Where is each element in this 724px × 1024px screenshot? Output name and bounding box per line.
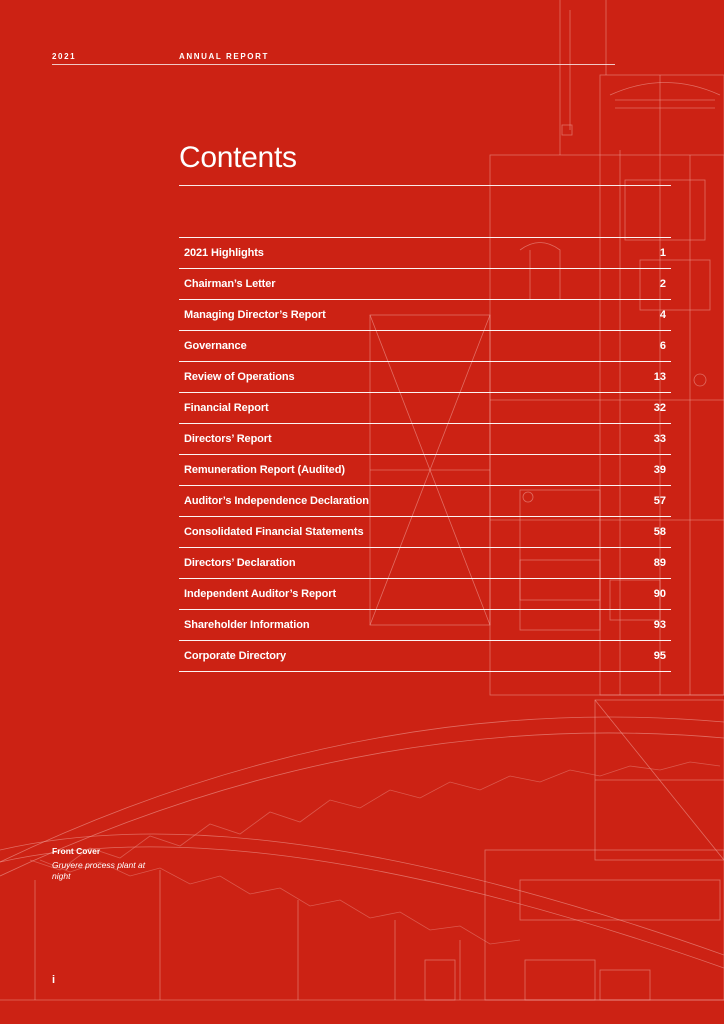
front-cover-title: Front Cover [52, 846, 101, 856]
toc-item-page: 93 [653, 619, 666, 631]
toc-item-label: Review of Operations [184, 371, 295, 383]
toc-item-financial-report[interactable] [179, 393, 671, 424]
toc-item-page: 58 [653, 526, 666, 538]
header-divider [52, 64, 615, 65]
toc-item-highlights[interactable] [179, 238, 671, 269]
toc-item-page: 95 [653, 650, 666, 662]
toc-item-page: 1 [659, 247, 666, 259]
toc-item-label: Chairman’s Letter [184, 278, 276, 290]
toc-item-remuneration-report[interactable] [179, 455, 671, 486]
toc-item-page: 89 [653, 557, 666, 569]
toc-item-page: 32 [653, 402, 666, 414]
front-cover-caption: Gruyere process plant at night [52, 860, 146, 881]
contents-title: Contents [179, 141, 297, 174]
toc-item-corporate-directory[interactable] [179, 641, 671, 672]
toc-item-chairmans-letter[interactable] [179, 269, 671, 300]
toc-item-page: 90 [653, 588, 666, 600]
toc-item-label: 2021 Highlights [184, 247, 264, 259]
toc-item-page: 2 [659, 278, 666, 290]
toc-item-label: Directors’ Declaration [184, 557, 296, 569]
header-title: ANNUAL REPORT [179, 52, 269, 61]
header-year: 2021 [52, 52, 77, 61]
toc-item-directors-declaration[interactable] [179, 548, 671, 579]
table-of-contents [179, 237, 671, 672]
toc-item-label: Remuneration Report (Audited) [184, 464, 345, 476]
toc-item-label: Financial Report [184, 402, 269, 414]
toc-item-governance[interactable] [179, 331, 671, 362]
toc-item-directors-report[interactable] [179, 424, 671, 455]
toc-item-shareholder-information[interactable] [179, 610, 671, 641]
toc-item-managing-directors-report[interactable] [179, 300, 671, 331]
toc-item-label: Directors’ Report [184, 433, 272, 445]
page-number: i [52, 974, 56, 986]
toc-item-page: 6 [659, 340, 666, 352]
toc-item-independent-auditors-report[interactable] [179, 579, 671, 610]
toc-item-page: 4 [659, 309, 666, 321]
toc-item-page: 13 [653, 371, 666, 383]
toc-item-label: Managing Director’s Report [184, 309, 326, 321]
toc-item-label: Governance [184, 340, 247, 352]
toc-item-page: 33 [653, 433, 666, 445]
title-divider [179, 185, 671, 186]
toc-item-label: Corporate Directory [184, 650, 287, 662]
toc-item-auditors-independence-declaration[interactable] [179, 486, 671, 517]
toc-item-label: Auditor’s Independence Declaration [184, 495, 369, 507]
toc-item-label: Consolidated Financial Statements [184, 526, 364, 538]
toc-item-consolidated-financial-statements[interactable] [179, 517, 671, 548]
toc-item-label: Shareholder Information [184, 619, 310, 631]
toc-item-review-of-operations[interactable] [179, 362, 671, 393]
toc-item-page: 39 [653, 464, 666, 476]
toc-item-page: 57 [653, 495, 666, 507]
toc-item-label: Independent Auditor’s Report [184, 588, 337, 600]
